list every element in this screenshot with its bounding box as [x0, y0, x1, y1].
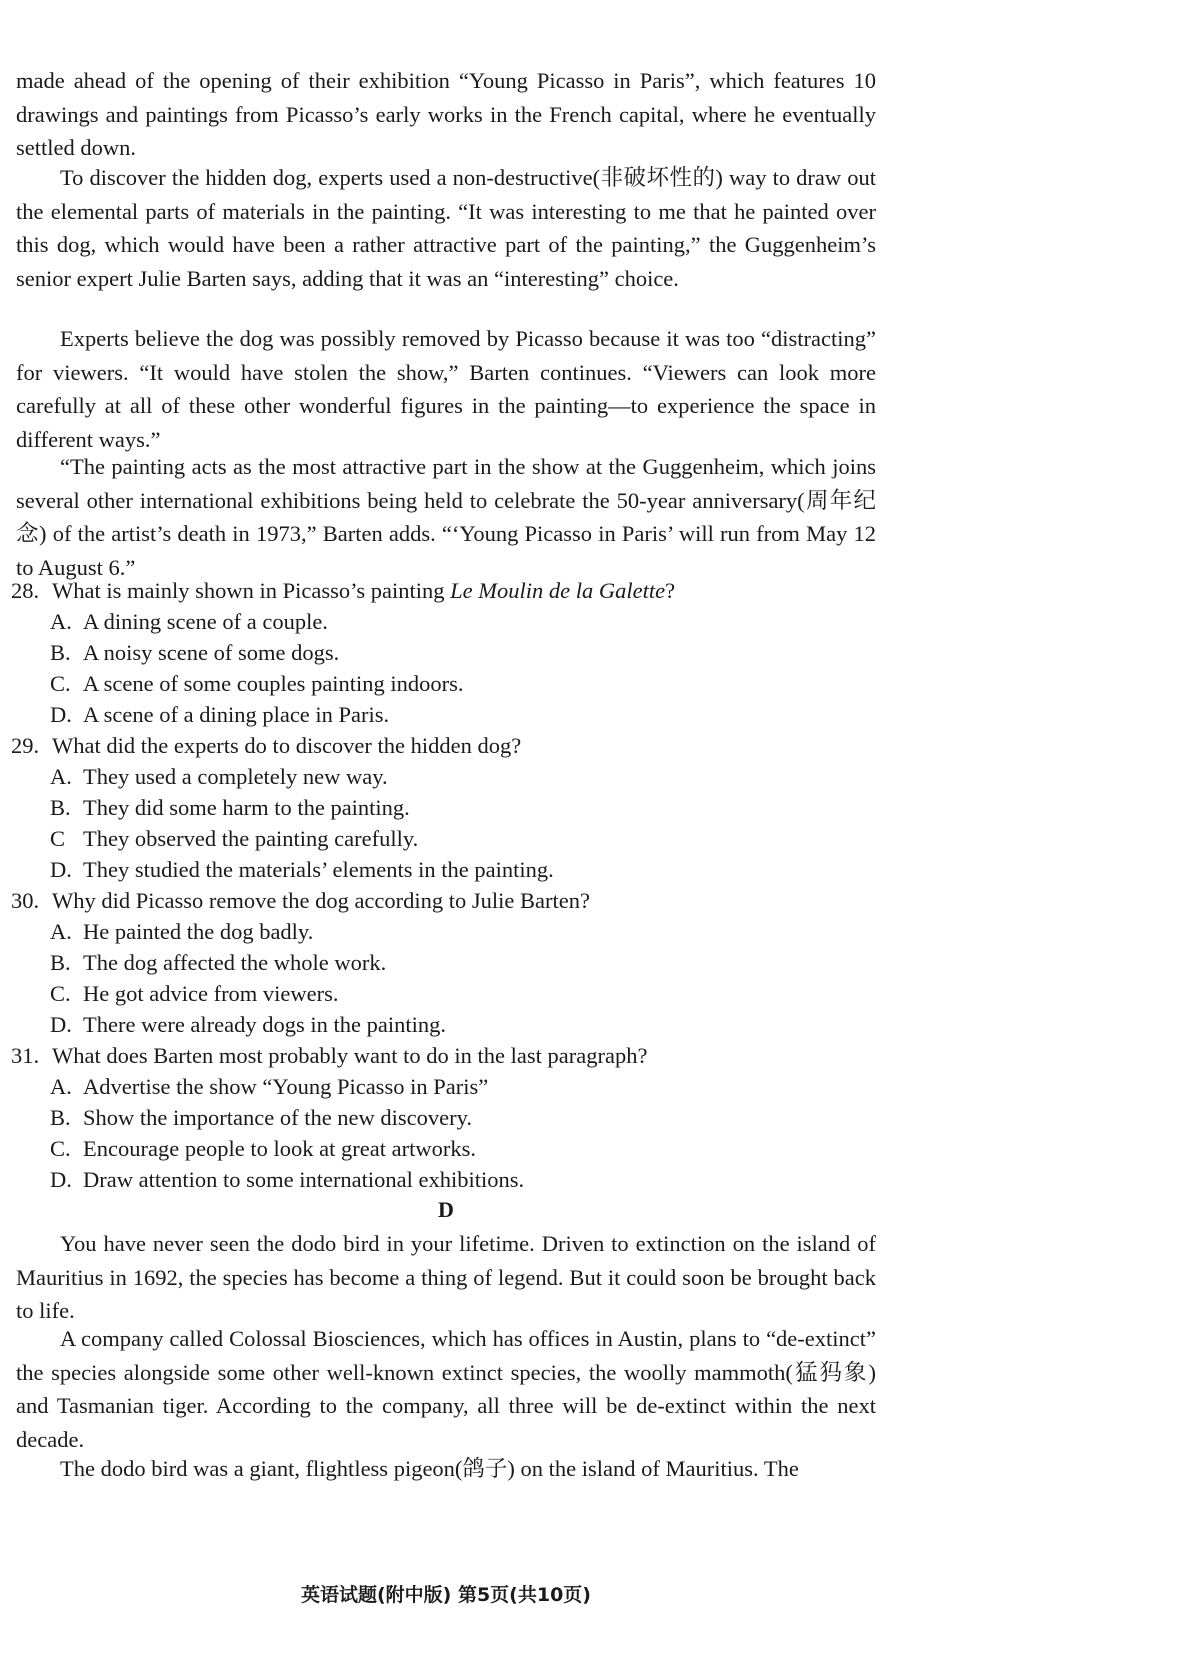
option-31-c: [50, 1133, 880, 1164]
section-d-heading: D: [438, 1197, 454, 1222]
option-text: They observed the painting carefully.: [83, 826, 419, 851]
question-stem-end: ?: [665, 578, 676, 603]
passage-d-paragraph-3: The dodo bird was a giant, flightless pigeon(鸽子) on the island of Mauritius. The: [60, 1456, 799, 1481]
option-text: Show the importance of the new discovery.: [83, 1105, 473, 1130]
option-31-b: [50, 1102, 880, 1133]
option-30-a: [50, 916, 880, 947]
option-29-a: [50, 761, 880, 792]
option-text: He painted the dog badly.: [83, 919, 314, 944]
option-letter: D.: [50, 702, 72, 727]
option-29-b: [50, 792, 880, 823]
painting-title: Le Moulin de la Galette: [450, 578, 666, 603]
option-text: There were already dogs in the painting.: [83, 1012, 446, 1037]
question-stem: What did the experts do to discover the hidden dog?: [52, 733, 522, 758]
question-30: [11, 885, 881, 916]
option-text: The dog affected the whole work.: [83, 950, 387, 975]
option-text: They used a completely new way.: [83, 764, 388, 789]
option-text: They did some harm to the painting.: [83, 795, 410, 820]
option-28-a: [50, 606, 880, 637]
passage-c-paragraph-3: Experts believe the dog was possibly removed by Picasso because it was too “distracting” for viewers. “It would have stolen the show,” Barten continues. “Viewers can look more carefully at all of these other wonderful figures in the painting—to experience the space in different ways.”: [16, 326, 876, 452]
option-letter: A.: [50, 1074, 72, 1099]
option-letter: D.: [50, 1167, 72, 1192]
question-number: 29.: [11, 733, 40, 758]
option-28-c: [50, 668, 880, 699]
option-letter: B.: [50, 1105, 71, 1130]
option-letter: D.: [50, 857, 72, 882]
question-31: [11, 1040, 881, 1071]
option-text: He got advice from viewers.: [83, 981, 339, 1006]
option-letter: A.: [50, 919, 72, 944]
option-text: A scene of a dining place in Paris.: [83, 702, 390, 727]
option-text: They studied the materials’ elements in the painting.: [83, 857, 554, 882]
question-28: [11, 575, 881, 606]
passage-c-paragraph-4: “The painting acts as the most attractive part in the show at the Guggenheim, which joins several other international exhibitions being held to celebrate the 50-year anniversary(周年纪念) of the artist’s death in 1973,” Barten adds. “‘Young Picasso in Paris’ will run from May 12 to August 6.”: [16, 454, 876, 580]
option-text: A dining scene of a couple.: [83, 609, 328, 634]
option-29-d: [50, 854, 880, 885]
option-letter: A.: [50, 609, 72, 634]
option-text: A noisy scene of some dogs.: [83, 640, 340, 665]
option-29-c: [50, 823, 880, 854]
option-text: Encourage people to look at great artworks.: [83, 1136, 476, 1161]
option-text: Draw attention to some international exhibitions.: [83, 1167, 525, 1192]
option-letter: C.: [50, 671, 71, 696]
option-30-d: [50, 1009, 880, 1040]
passage-d-paragraph-1: You have never seen the dodo bird in your lifetime. Driven to extinction on the island of Mauritius in 1692, the species has become a thing of legend. But it could soon be brought back to life.: [16, 1231, 876, 1323]
option-text: A scene of some couples painting indoors.: [83, 671, 464, 696]
option-28-d: [50, 699, 880, 730]
question-stem: What does Barten most probably want to do in the last paragraph?: [52, 1043, 648, 1068]
option-letter: D.: [50, 1012, 72, 1037]
question-number: 28.: [11, 578, 40, 603]
page-footer: 英语试题(附中版) 第5页(共10页): [300, 1584, 591, 1606]
option-31-a: [50, 1071, 880, 1102]
passage-c-paragraph-1: made ahead of the opening of their exhibition “Young Picasso in Paris”, which features 10 drawings and paintings from Picasso’s early works in the French capital, where he eventually settled down.: [16, 68, 876, 160]
option-letter: A.: [50, 764, 72, 789]
option-letter: C.: [50, 981, 71, 1006]
question-29: [11, 730, 881, 761]
option-31-d: [50, 1164, 880, 1195]
option-letter: B.: [50, 640, 71, 665]
question-stem: Why did Picasso remove the dog according to Julie Barten?: [52, 888, 590, 913]
question-number: 30.: [11, 888, 40, 913]
option-letter: C: [50, 826, 66, 851]
option-letter: B.: [50, 950, 71, 975]
option-30-b: [50, 947, 880, 978]
option-text: Advertise the show “Young Picasso in Paris”: [83, 1074, 489, 1099]
option-28-b: [50, 637, 880, 668]
question-stem: What is mainly shown in Picasso’s painting: [52, 578, 451, 603]
option-30-c: [50, 978, 880, 1009]
passage-d-paragraph-2: A company called Colossal Biosciences, which has offices in Austin, plans to “de-extinct” the species alongside some other well-known extinct species, the woolly mammoth(猛犸象) and Tasmanian tiger. According to the company, all three will be de-extinct within the next decade.: [16, 1326, 876, 1452]
passage-c-paragraph-2: To discover the hidden dog, experts used a non-destructive(非破坏性的) way to draw out the elemental parts of materials in the painting. “It was interesting to me that he painted over this dog, which would have been a rather attractive part of the painting,” the Guggenheim’s senior expert Julie Barten says, adding that it was an “interesting” choice.: [16, 165, 876, 291]
question-number: 31.: [11, 1043, 40, 1068]
option-letter: C.: [50, 1136, 71, 1161]
option-letter: B.: [50, 795, 71, 820]
